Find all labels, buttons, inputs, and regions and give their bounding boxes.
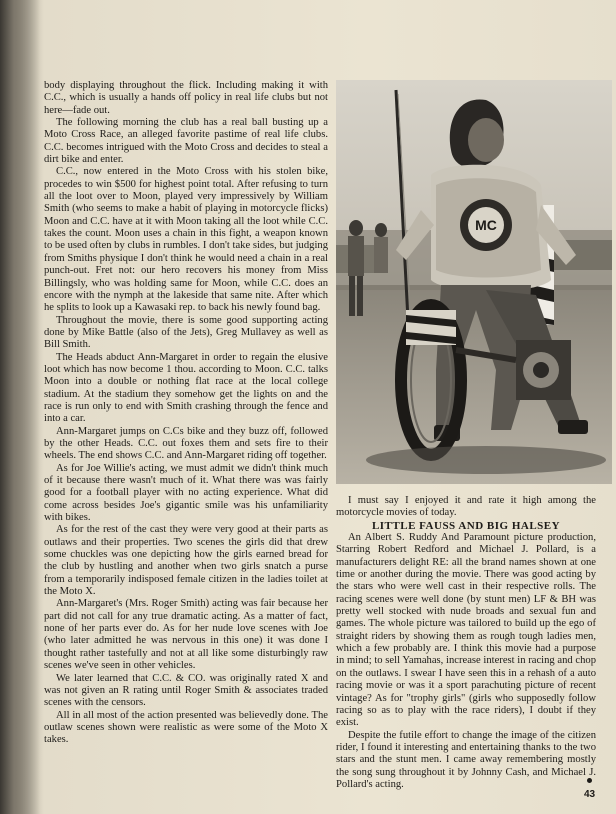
jacket-lettering: MC [475,217,497,233]
paragraph: All in all most of the action presented was believedly done. The outlaw scenes shown were realistic as were some of the Moto X takes. [44,709,328,746]
left-text-column [44,80,328,747]
paragraph: Ann-Margaret jumps on C.Cs bike and they buzz off, followed by the other Heads. C.C. out foxes them and sets fire to their wheels. The end shows C.C. and Ann-Margaret riding off together. [44,425,328,462]
intro-paragraph: I must say I enjoyed it and rate it high among the motorcycle movies of today. [336,495,596,519]
paragraph: Despite the futile effort to change the image of the citizen rider, I found it interesting and entertaining thanks to the two stars and the stunt men. I came away remembering mostly the song sung throughout it by Johnny Cash, and Michael J. Pollard's acting. [336,729,596,790]
paragraph: The following morning the club has a real ball busting up a Moto Cross Race, an alleged favorite pastime of real life clubs. C.C. becomes intrigued with the Moto Cross and decides to steal a dirt bike and enter. [44,117,328,166]
section-heading: LITTLE FAUSS AND BIG HALSEY [371,519,561,532]
paragraph: C.C., now entered in the Moto Cross with his stolen bike, procedes to win $500 for highest point total. After refusing to turn all the loot over to Moon, played very impressively by William Smith (who seems to make a habit of playing in motorcycle flicks) Moon and C.C. have at it with Moon taking all the loot while C.C. takes the count. Moon uses a chain in this fight, a weapon known to be used often by clubs in rumbles. I don't take sides, but judging from Smiths physique I don't think he would need a chain in a real punch-out. Fret not: our hero recovers his money from Miss Billingsly, who was holding same for Moon, while C.C. does an encore with the nymph at the lakeside that same nite. After which he splits to look up a Kawasaki rep. to back his newly found bag. [44,166,328,314]
paragraph: The Heads abduct Ann-Margaret in order to regain the elusive loot which has now become 1 thou. according to Moon. C.C. talks Moon into a double or nothing flat race at the local college stadium. At the stadium they somehow get the lights on and the race is run only to end with Smith crashing through the fence and into a car. [44,351,328,425]
paragraph: As for Joe Willie's acting, we must admit we didn't think much of it because there wasn't much of it. What there was was fairly good for a football player with no acting experience. What did come across besides Joe's gigantic smile was his unfamiliarity with bikes. [44,462,328,524]
paragraph: As for the rest of the cast they were very good at their parts as outlaws and their properties. Two scenes the girls did that drew some chuckles was one depicting how the girls earned bread for the club by hustling and another when two girls snatch a purse from a temporarily indisposed female citizen in the ladies toilet at the Moto X. [44,524,328,598]
end-mark [587,778,592,783]
right-text-column [336,495,596,791]
motorcycle-photo [336,80,612,484]
page-spine-shadow [0,0,40,814]
paragraph: Throughout the movie, there is some good supporting acting done by Mike Battle (also of the Jets), Greg Mullavey as well as Bill Smith. [44,314,328,351]
paragraph: body displaying throughout the flick. Including making it with C.C., which is usually a hands off policy in real life clubs but not here—fade out. [44,80,328,116]
paragraph: An Albert S. Ruddy And Paramount picture production, Starring Robert Redford and Michael J. Pollard, is a manufacturers delight RE: all the brand names shown at one time or another during the movie. There was good acting by the stars who were well cast in their respective rolls. The racing scenes were well done (by stunt men) LF & BH was pretty well stocked with nude broads and sexual fun and games. The whole picture was tailored to build up the ego of straight riders by showing them as rough tough ladies men, which a few probably are. I think this movie had a purpose in mind; to sell Yamahas, increase interest in racing and chop on the outlaws. I swear I have seen this in a rehash of a auto racing movie or was it a sport parachuting picture of recent vintage? As for "trophy girls" (girls who supposedly follow racing so as to play with the race riders), I doubt if they exist. [336,532,596,729]
page-number: 43 [584,789,596,800]
paragraph: We later learned that C.C. & CO. was originally rated X and was not given an R rating until Roger Smith & associates traded scenes with the censors. [44,672,328,709]
paragraph: Ann-Margaret's (Mrs. Roger Smith) acting was fair because her part did not call for any true dramatic acting. As a matter of fact, none of her parts ever do. As for her nude love scenes with Joe (who later admitted he was nervous in this one) it was done I thought rather tastefully and not at all like some disturbingly raw scenes we've seen in other vehicles. [44,598,328,672]
